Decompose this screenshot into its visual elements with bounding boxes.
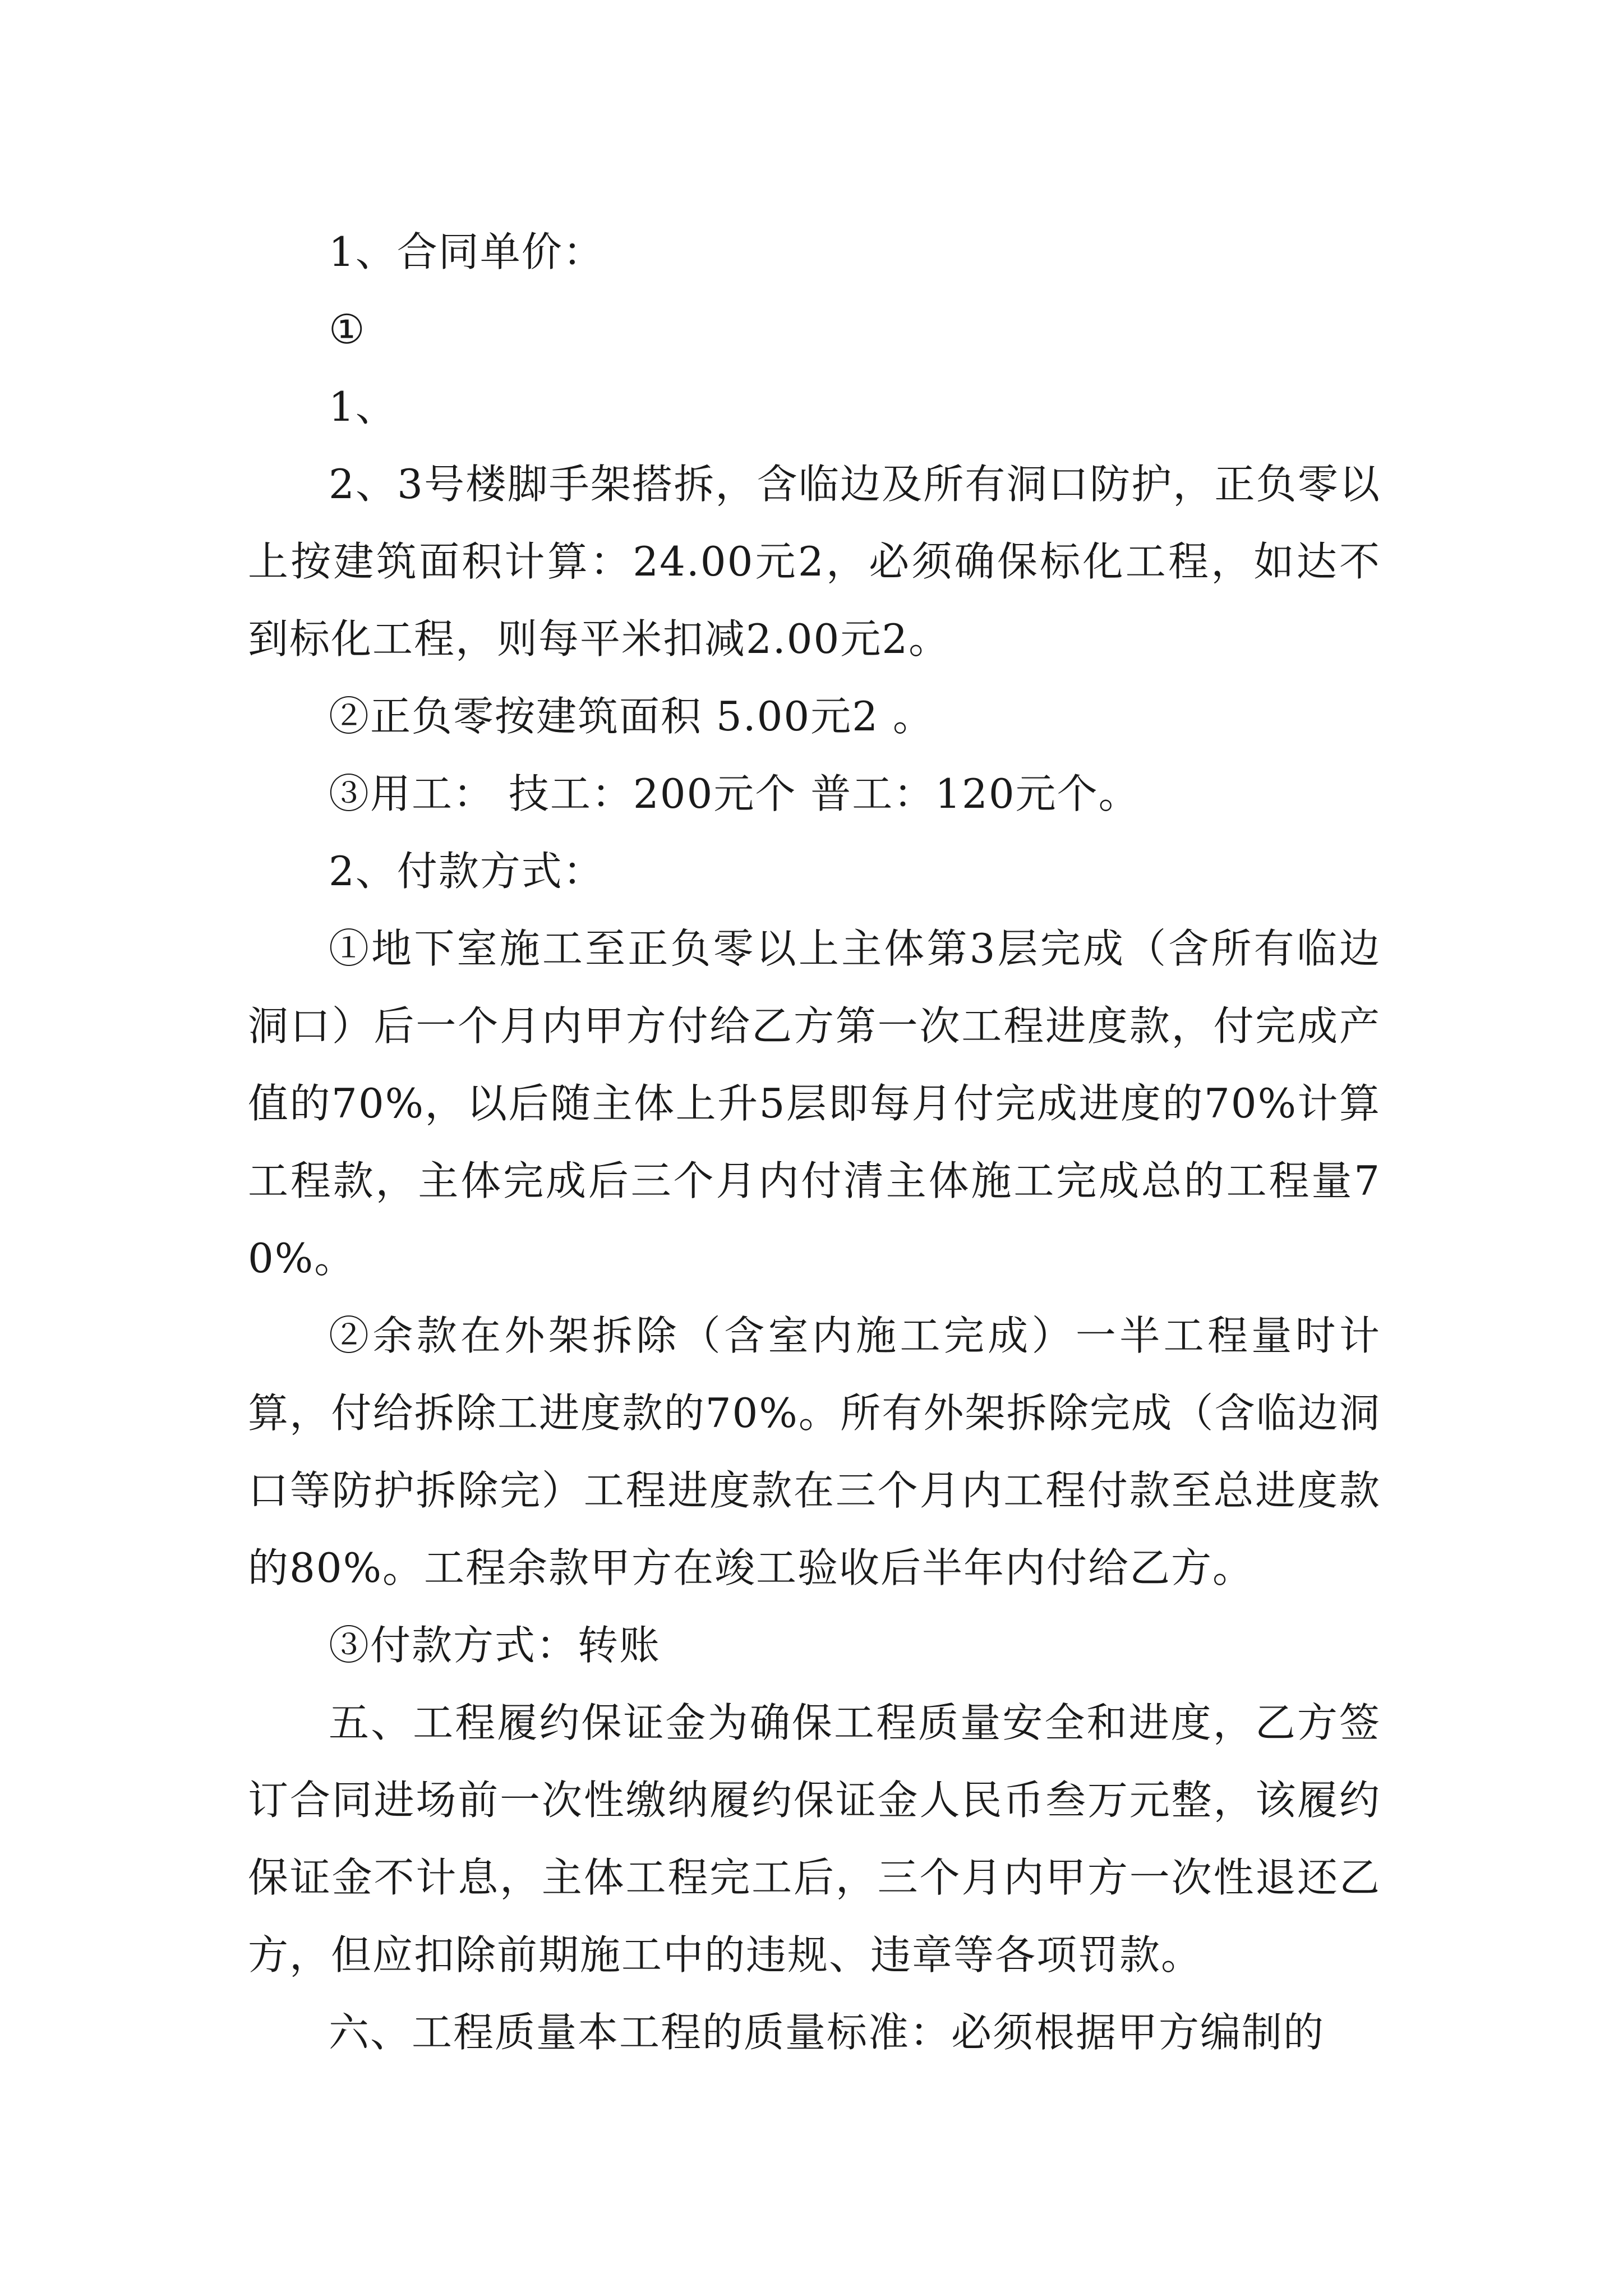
paragraph-quality: 六、工程质量本工程的质量标准：必须根据甲方编制的 [329,2009,1325,2056]
document-body [248,213,1381,2071]
paragraph-performance-bond: 五、工程履约保证金为确保工程质量安全和进度，乙方签订合同进场前一次性缴纳履约保证金人民币叁万元整，该履约保证金不计息，主体工程完工后，三个月内甲方一次性退还乙方，但应扣除前期施工中的违规、违章等各项罚款。 [248,1699,1381,1978]
paragraph-payment-method: ③付款方式：转账 [329,1622,661,1669]
paragraph-unit-price-heading: 1、合同单价： [329,228,605,275]
paragraph-labor-price: ③用工： 技工：200元个 普工：120元个。 [329,770,1140,817]
paragraph-balance-payment: ②余款在外架拆除（含室内施工完成）一半工程量时计算，付给拆除工进度款的70%。所有外架拆除完成（含临边洞口等防护拆除完）工程进度款在三个月内工程付款至总进度款的80%。工程余款甲方在竣工验收后半年内付给乙方。 [248,1312,1381,1591]
paragraph-item-marker: ① [329,306,366,353]
paragraph-scaffolding-price: 2、3号楼脚手架搭拆，含临边及所有洞口防护，正负零以上按建筑面积计算：24.00元2，必须确保标化工程，如达不到标化工程，则每平米扣减2.00元2。 [248,461,1381,662]
paragraph-payment-heading: 2、付款方式： [329,848,605,895]
paragraph-first-payment: ①地下室施工至正负零以上主体第3层完成（含所有临边洞口）后一个月内甲方付给乙方第一次工程进度款，付完成产值的70%，以后随主体上升5层即每月付完成进度的70%计算工程款，主体完成后三个月内付清主体施工完成总的工程量70%。 [248,925,1381,1282]
paragraph-ground-level-price: ②正负零按建筑面积 5.00元2 。 [329,693,934,740]
paragraph-subitem-marker: 1、 [329,383,397,430]
